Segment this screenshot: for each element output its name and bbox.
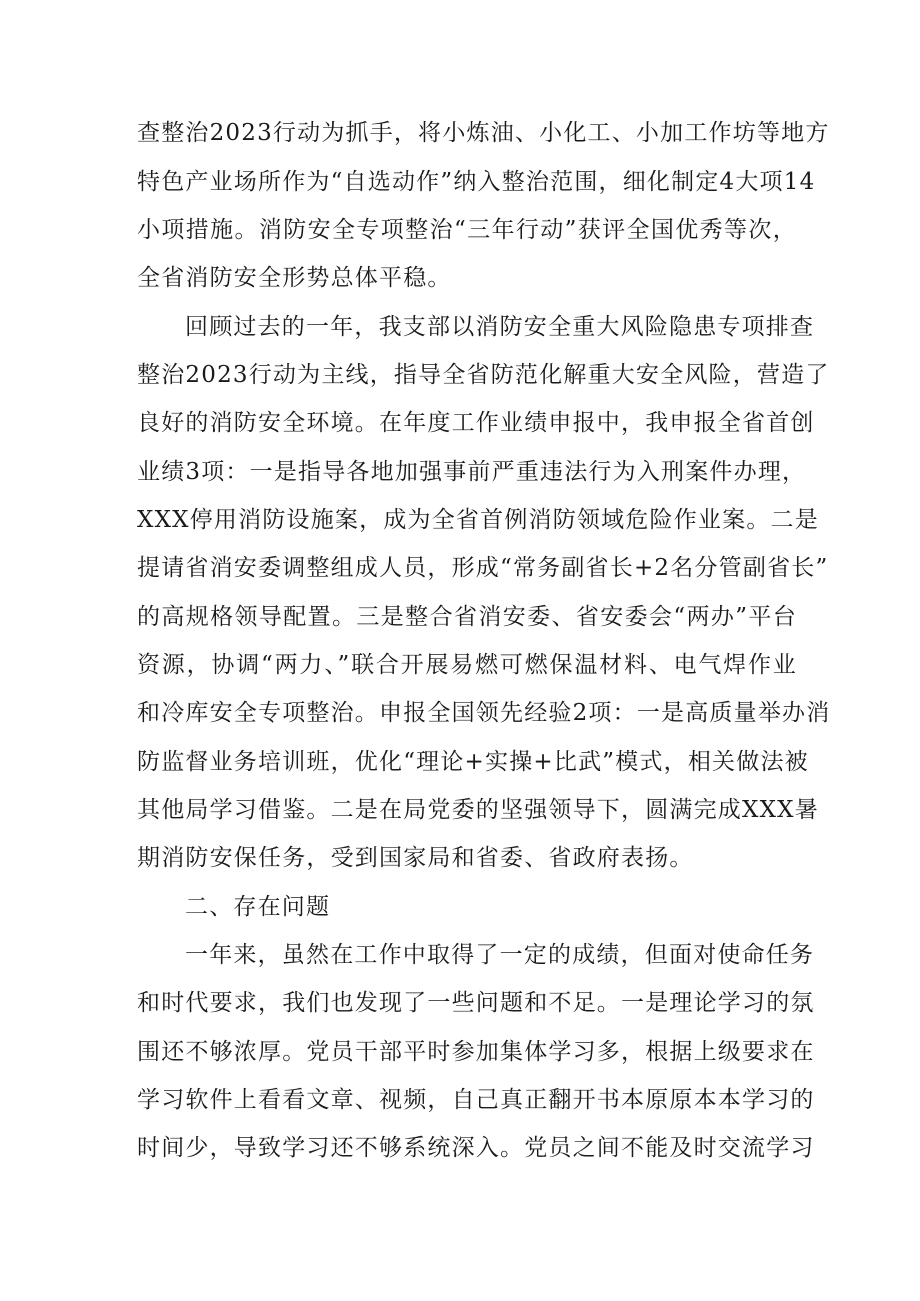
text-line: 和时代要求，我们也发现了一些问题和不足。一是理论学习的氛: [137, 990, 815, 1016]
text-line: 提请省消安委调整组成人员，形成“常务副省长+2名分管副省长”: [137, 555, 829, 581]
text-line: 资源，协调“两力、”联合开展易燃可燃保温材料、电气焊作业: [137, 652, 797, 678]
text-line: 整治2023行动为主线，指导全省防范化解重大安全风险，营造了: [137, 362, 830, 388]
section-heading: 二、存在问题: [185, 894, 331, 920]
text-line: 的高规格领导配置。三是整合省消安委、省安委会“两办”平台: [137, 604, 797, 630]
text-line: 防监督业务培训班，优化“理论+实操+比武”模式，相关做法被: [137, 749, 809, 775]
text-line: 良好的消防安全环境。在年度工作业绩申报中，我申报全省首创: [137, 410, 815, 436]
text-line: XXX停用消防设施案，成为全省首例消防领域危险作业案。二是: [137, 507, 819, 533]
paragraph-first-line: 一年来，虽然在工作中取得了一定的成绩，但面对使命任务: [185, 942, 815, 968]
text-line: 业绩3项：一是指导各地加强事前严重违法行为入刑案件办理，: [137, 459, 807, 485]
text-line: 期消防安保任务，受到国家局和省委、省政府表扬。: [137, 845, 694, 871]
text-line: 特色产业场所作为“自选动作”纳入整治范围，细化制定4大项14: [137, 169, 816, 195]
text-line: 围还不够浓厚。党员干部平时参加集体学习多，根据上级要求在: [137, 1039, 815, 1065]
text-line: 小项措施。消防安全专项整治“三年行动”获评全国优秀等次，: [137, 217, 797, 243]
text-line: 和冷库安全专项整治。申报全国领先经验2项：一是高质量举办消: [137, 700, 831, 726]
text-line: 全省消防安全形势总体平稳。: [137, 265, 452, 291]
text-line: 查整治2023行动为抓手，将小炼油、小化工、小加工作坊等地方: [137, 120, 830, 146]
paragraph-first-line: 回顾过去的一年，我支部以消防安全重大风险隐患专项排查: [185, 314, 815, 340]
text-line: 其他局学习借鉴。二是在局党委的坚强领导下，圆满完成XXX暑: [137, 797, 819, 823]
text-line: 时间少，导致学习还不够系统深入。党员之间不能及时交流学习: [137, 1135, 815, 1161]
text-line: 学习软件上看看文章、视频，自己真正翻开书本原原本本学习的: [137, 1087, 815, 1113]
